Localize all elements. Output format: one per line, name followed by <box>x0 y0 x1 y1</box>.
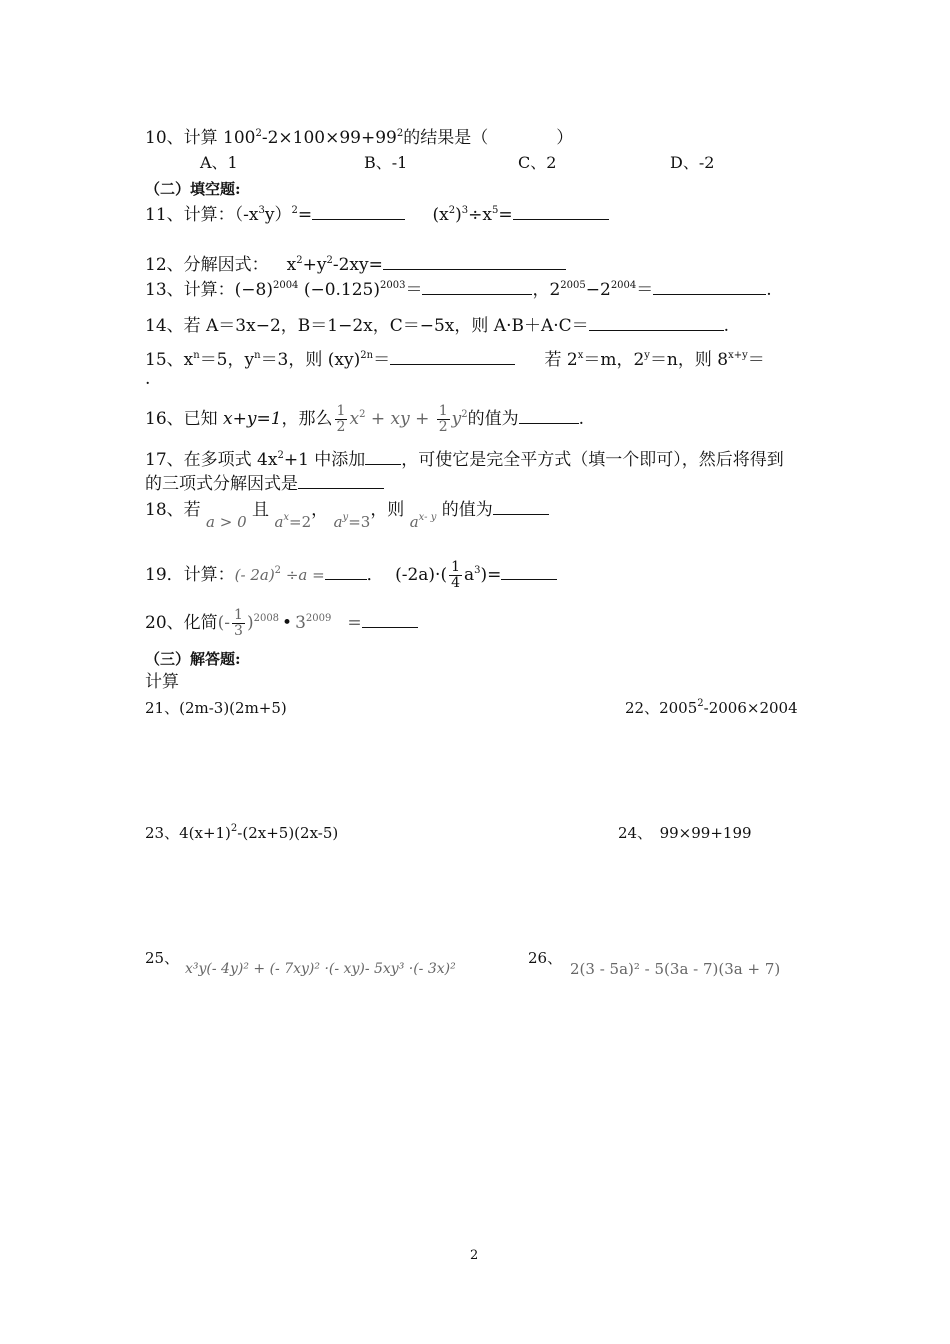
answer-blank[interactable] <box>493 497 549 515</box>
question-13: 13、计算：$(-8)^{2004}$ $(-0.125)^{2003}=$ ，$2^{2005}-2^{2004}=$ . <box>145 277 772 301</box>
section-answer-title: （三）解答题: <box>145 650 241 668</box>
section-fill-in-title: （二）填空题: <box>145 180 241 198</box>
question-25-expression: x³y(- 4y)² + (- 7xy)² ·(- xy)- 5xy³ ·(- 3x)² <box>185 961 456 977</box>
calc-heading: 计算 <box>145 672 179 692</box>
answer-blank[interactable] <box>519 406 579 424</box>
question-17-line2: 的三项式分解因式是 <box>145 471 384 495</box>
question-10: 10、计算 $100^2-2\times 100\times 99+99^2$的结果是（ ） <box>145 128 574 148</box>
question-18: 18、若 a > 0 且 $a^x=2$， $a^y=3$，则 $a^{x- y}$ 的值为 <box>145 497 549 521</box>
question-20: 20、化简(- $\frac{1}{3}$ )$^{2008}$ • $3^{2009}$ = <box>145 608 418 639</box>
question-26: 26、 <box>528 949 563 967</box>
answer-blank[interactable] <box>365 447 401 465</box>
question-23: 23、$4(x+1)^2-(2x+5)(2x-5)$ <box>145 823 339 842</box>
answer-blank[interactable] <box>362 610 418 628</box>
question-22: 22、$2005^2-2006\times 2004$ <box>625 698 798 717</box>
question-19: 19．计算：(- 2a)$^2$ ÷a = ． (-2a)·( $\frac{1}{4}$ $a^3)=$ <box>145 560 557 591</box>
question-15: 15、$x^n=5$，$y^n=3$，则 (xy)$^{2n}$＝ 若 $2^x=m$，$2^y=n$，则 $8^{x+y}=$ <box>145 347 765 371</box>
answer-blank[interactable] <box>312 202 405 220</box>
question-11: 11、计算：$(-x^3y)^2= (x^2)^3\div x^5=$ <box>145 202 609 226</box>
answer-blank[interactable] <box>325 562 367 580</box>
answer-blank[interactable] <box>513 202 609 220</box>
answer-blank[interactable] <box>589 313 724 331</box>
option-b: B、-1 <box>364 153 408 172</box>
answer-blank[interactable] <box>653 277 766 295</box>
question-25: 25、 <box>145 949 180 967</box>
option-a: A、1 <box>200 153 238 172</box>
question-24: 24、 99×99+199 <box>618 824 752 842</box>
question-15-continuation: . <box>145 369 151 389</box>
answer-blank[interactable] <box>390 347 515 365</box>
page-number: 2 <box>470 1248 479 1263</box>
option-d: D、-2 <box>670 153 715 172</box>
answer-blank[interactable] <box>383 252 566 270</box>
option-c: C、2 <box>518 153 557 172</box>
question-26-expression: 2(3 - 5a)² - 5(3a - 7)(3a + 7) <box>570 960 781 978</box>
question-14: 14、若 A＝3x−2，B＝1−2x，C＝−5x，则 A·B＋A·C＝ . <box>145 313 729 337</box>
answer-blank[interactable] <box>298 471 384 489</box>
question-21: 21、(2m-3)(2m+5) <box>145 699 287 717</box>
answer-blank[interactable] <box>501 562 557 580</box>
question-17: 17、在多项式 $4x^2+1$ 中添加 ，可使它是完全平方式（填一个即可），然后将得到 <box>145 447 784 471</box>
question-12: 12、分解因式： $x^2+y^2-2xy=$ <box>145 252 566 276</box>
answer-blank[interactable] <box>422 277 532 295</box>
question-16: 16、已知 x+y=1，那么 $\frac{1}{2}$ $x^2$ + xy + $\frac{1}{2}$ $y^2$的值为 . <box>145 403 585 435</box>
